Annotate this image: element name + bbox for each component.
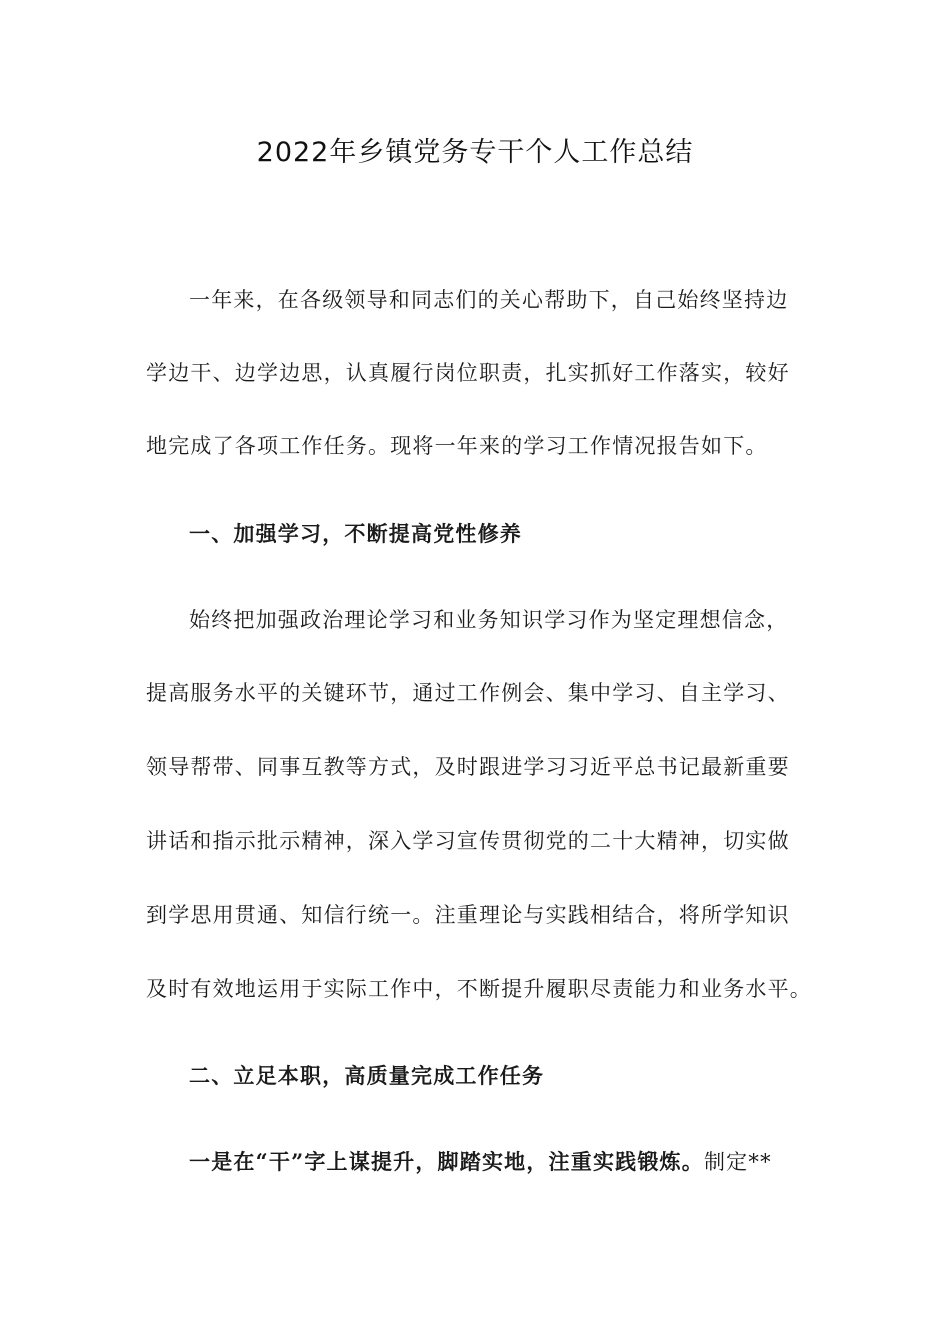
section-2-item-1-lead: 一是在“干”字上谋提升，脚踏实地，注重实践锻炼。 — [189, 1149, 704, 1174]
section-1-line-2: 提高服务水平的关键环节，通过工作例会、集中学习、自主学习、 — [146, 681, 790, 705]
section-1-line-4: 讲话和指示批示精神，深入学习宣传贯彻党的二十大精神，切实做 — [146, 829, 790, 853]
section-2-heading: 二、立足本职，高质量完成工作任务 — [189, 1063, 545, 1088]
intro-line-2: 学边干、边学边思，认真履行岗位职责，扎实抓好工作落实，较好 — [146, 361, 790, 385]
section-1-line-6: 及时有效地运用于实际工作中，不断提升履职尽责能力和业务水平。 — [146, 977, 812, 1001]
section-1-line-3: 领导帮带、同事互教等方式，及时跟进学习习近平总书记最新重要 — [146, 755, 790, 779]
section-1-heading: 一、加强学习，不断提高党性修养 — [189, 521, 522, 546]
intro-line-3: 地完成了各项工作任务。现将一年来的学习工作情况报告如下。 — [146, 434, 768, 458]
intro-line-1: 一年来，在各级领导和同志们的关心帮助下，自己始终坚持边 — [189, 288, 789, 312]
section-2-item-1-text: 制定** — [703, 1150, 772, 1174]
section-1-line-1: 始终把加强政治理论学习和业务知识学习作为坚定理想信念， — [189, 608, 789, 632]
document-title: 2022年乡镇党务专干个人工作总结 — [256, 137, 694, 168]
section-1-line-5: 到学思用贯通、知信行统一。注重理论与实践相结合，将所学知识 — [146, 903, 790, 927]
section-2-item-1 — [189, 1146, 806, 1178]
